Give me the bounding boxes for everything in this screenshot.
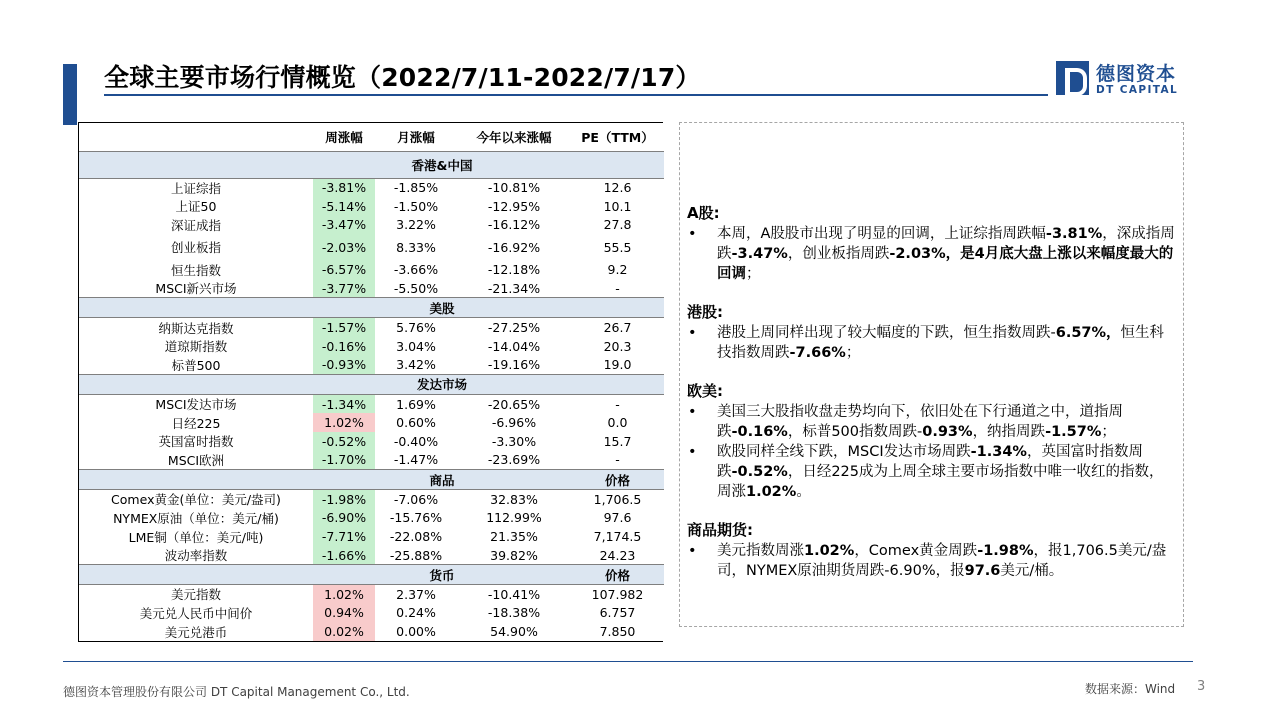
commentary-segment: 6.57%， bbox=[1055, 325, 1121, 341]
commentary-segment: 美元指数周涨 bbox=[717, 543, 804, 559]
section-blank bbox=[79, 565, 313, 585]
footer-company: 德图资本管理股份有限公司 DT Capital Management Co., Ltd. bbox=[63, 685, 410, 699]
row-name: NYMEX原油（单位：美元/桶) bbox=[113, 510, 279, 526]
row-week-change: -6.90% bbox=[313, 508, 375, 527]
row-ytd-change: 112.99% bbox=[486, 510, 542, 526]
row-name: 创业板指 bbox=[170, 240, 221, 256]
commentary-segment: -7.66% bbox=[789, 345, 846, 361]
table-row bbox=[79, 279, 664, 298]
section-col4-label: 价格 bbox=[571, 470, 664, 490]
row-pe-price: 27.8 bbox=[603, 217, 632, 233]
row-month-change: -1.47% bbox=[393, 452, 439, 468]
row-month-change: 3.04% bbox=[396, 338, 436, 354]
table-row bbox=[79, 234, 664, 260]
row-pe-price: 55.5 bbox=[603, 239, 632, 255]
row-name: 美元指数 bbox=[170, 587, 221, 603]
commentary-segment: -0.52% bbox=[731, 464, 788, 480]
table-row bbox=[79, 260, 664, 279]
row-pe-price: 7.850 bbox=[599, 624, 636, 640]
row-week-change: -0.16% bbox=[313, 337, 375, 356]
company-logo bbox=[1056, 61, 1180, 97]
row-name: 道琼斯指数 bbox=[164, 339, 228, 355]
row-ytd-change: -16.12% bbox=[487, 217, 541, 233]
commentary-segment: 美国三大股指收盘走势均向下，依旧处在下行通道之中，道指周跌 bbox=[717, 404, 1123, 440]
row-month-change: -1.85% bbox=[393, 180, 439, 196]
section-label: 香港&中国 bbox=[313, 151, 571, 178]
title-divider bbox=[104, 94, 1048, 96]
title-accent-bar bbox=[63, 64, 77, 125]
commentary-heading: 港股: bbox=[687, 303, 723, 321]
table-row bbox=[79, 413, 664, 432]
row-week-change: -5.14% bbox=[313, 197, 375, 216]
row-name: 波动率指数 bbox=[164, 548, 228, 564]
row-ytd-change: -20.65% bbox=[487, 396, 541, 412]
table-row bbox=[79, 585, 664, 604]
row-pe-price: 107.982 bbox=[591, 586, 644, 602]
table-row bbox=[79, 490, 664, 509]
row-week-change: -3.81% bbox=[313, 178, 375, 197]
section-header-row bbox=[79, 151, 664, 178]
commentary-segment: ； bbox=[746, 266, 761, 282]
row-week-change: 1.02% bbox=[313, 585, 375, 604]
row-ytd-change: 54.90% bbox=[490, 624, 538, 640]
row-pe-price: 9.2 bbox=[607, 262, 628, 278]
table-row bbox=[79, 216, 664, 235]
row-month-change: -5.50% bbox=[393, 280, 439, 296]
row-month-change: 3.22% bbox=[396, 217, 436, 233]
section-header-row bbox=[79, 374, 664, 394]
row-week-change: -3.77% bbox=[313, 279, 375, 298]
table-row bbox=[79, 178, 664, 197]
commentary-group bbox=[687, 302, 1177, 363]
section-blank bbox=[79, 151, 313, 178]
page-number: 3 bbox=[1197, 679, 1206, 694]
row-month-change: -22.08% bbox=[389, 529, 443, 545]
row-pe-price: 10.1 bbox=[603, 198, 632, 214]
commentary-segment: ，纳指周跌 bbox=[972, 424, 1046, 440]
row-month-change: -15.76% bbox=[389, 510, 443, 526]
section-header-row bbox=[79, 470, 664, 490]
footer-divider bbox=[63, 661, 1193, 662]
header-pe: PE（TTM） bbox=[581, 129, 654, 145]
table-row bbox=[79, 197, 664, 216]
row-pe-price: - bbox=[615, 396, 620, 412]
commentary-group bbox=[687, 203, 1177, 284]
commentary-segment: 恒生科技指数周跌 bbox=[717, 325, 1165, 361]
row-month-change: 0.00% bbox=[396, 624, 436, 640]
row-ytd-change: 32.83% bbox=[490, 491, 538, 507]
commentary-segment: 美元/桶。 bbox=[1000, 563, 1064, 579]
row-month-change: -7.06% bbox=[393, 491, 439, 507]
section-label: 发达市场 bbox=[313, 374, 571, 394]
row-name: 深证成指 bbox=[170, 217, 221, 233]
section-col4-label bbox=[571, 298, 664, 318]
row-ytd-change: -27.25% bbox=[487, 320, 541, 336]
row-month-change: 8.33% bbox=[396, 239, 436, 255]
section-label: 商品 bbox=[313, 470, 571, 490]
row-week-change: -6.57% bbox=[313, 260, 375, 279]
table-row bbox=[79, 527, 664, 546]
commentary-segment: 97.6 bbox=[964, 563, 1001, 579]
row-pe-price: - bbox=[615, 280, 620, 296]
table-row bbox=[79, 622, 664, 641]
row-ytd-change: -6.96% bbox=[491, 415, 537, 431]
commentary-segment: ，创业板指周跌 bbox=[787, 246, 890, 262]
section-col4-label bbox=[571, 374, 664, 394]
row-ytd-change: -3.30% bbox=[491, 433, 537, 449]
row-month-change: 1.69% bbox=[396, 396, 436, 412]
row-pe-price: 97.6 bbox=[603, 510, 632, 526]
row-week-change: 1.02% bbox=[313, 413, 375, 432]
commentary-segment: -3.47% bbox=[731, 246, 788, 262]
table-row bbox=[79, 394, 664, 413]
commentary-bullet bbox=[687, 323, 1177, 363]
row-pe-price: 20.3 bbox=[603, 338, 632, 354]
row-month-change: 3.42% bbox=[396, 357, 436, 373]
row-week-change: -0.52% bbox=[313, 432, 375, 451]
commentary-heading: A股: bbox=[687, 204, 720, 222]
footer-source: 数据来源：Wind bbox=[1085, 682, 1176, 696]
commentary-heading: 商品期货: bbox=[687, 521, 753, 539]
commentary-text bbox=[687, 203, 1177, 599]
commentary-segment: ，标普500指数周跌- bbox=[787, 424, 923, 440]
table-row bbox=[79, 604, 664, 623]
row-ytd-change: 21.35% bbox=[490, 529, 538, 545]
section-col4-label bbox=[571, 151, 664, 178]
header-week: 周涨幅 bbox=[325, 129, 363, 145]
row-ytd-change: -12.95% bbox=[487, 198, 541, 214]
row-month-change: 0.60% bbox=[396, 415, 436, 431]
commentary-segment: 港股上周同样出现了较大幅度的下跌，恒生指数周跌- bbox=[717, 325, 1056, 341]
row-week-change: 0.02% bbox=[313, 622, 375, 641]
row-ytd-change: -18.38% bbox=[487, 605, 541, 621]
commentary-segment: ； bbox=[845, 345, 861, 361]
commentary-segment: ，报1,706.5美元/盎司，NYMEX原油期货周跌-6.90%，报 bbox=[717, 543, 1167, 579]
market-table-container bbox=[78, 122, 663, 642]
commentary-segment: -1.57% bbox=[1045, 424, 1102, 440]
row-ytd-change: -16.92% bbox=[487, 239, 541, 255]
section-label: 货币 bbox=[313, 565, 571, 585]
commentary-segment: 是4月底大盘上涨以来幅度最大的回调 bbox=[717, 246, 1174, 282]
table-row bbox=[79, 356, 664, 375]
section-blank bbox=[79, 298, 313, 318]
row-ytd-change: 39.82% bbox=[490, 547, 538, 563]
table-row bbox=[79, 432, 664, 451]
row-name: 上证综指 bbox=[170, 180, 221, 196]
row-name: 上证50 bbox=[175, 199, 217, 215]
row-ytd-change: -12.18% bbox=[487, 262, 541, 278]
row-name: LME铜（单位：美元/吨) bbox=[128, 529, 264, 545]
row-month-change: -3.66% bbox=[393, 262, 439, 278]
row-name: 恒生指数 bbox=[170, 262, 221, 278]
row-ytd-change: -14.04% bbox=[487, 338, 541, 354]
row-week-change: -1.70% bbox=[313, 451, 375, 470]
commentary-segment: ，英国富时指数周跌 bbox=[717, 444, 1143, 480]
commentary-segment: 欧股同样全线下跌，MSCI发达市场周跌 bbox=[717, 444, 971, 460]
table-row bbox=[79, 451, 664, 470]
header-ytd: 今年以来涨幅 bbox=[476, 129, 552, 145]
commentary-heading: 欧美: bbox=[687, 382, 723, 400]
row-pe-price: - bbox=[615, 452, 620, 468]
row-month-change: 5.76% bbox=[396, 320, 436, 336]
row-week-change: -1.98% bbox=[313, 490, 375, 509]
commentary-segment: 本周，A股股市出现了明显的回调，上证综指周跌幅 bbox=[717, 226, 1046, 242]
row-name: Comex黄金(单位：美元/盎司) bbox=[111, 492, 281, 508]
row-week-change: -1.34% bbox=[313, 394, 375, 413]
table-body bbox=[79, 151, 664, 641]
row-name: 美元兑人民币中间价 bbox=[139, 605, 253, 621]
row-pe-price: 15.7 bbox=[603, 433, 632, 449]
commentary-group bbox=[687, 520, 1177, 581]
commentary-bullet bbox=[687, 442, 1177, 502]
commentary-segment: ； bbox=[1101, 424, 1116, 440]
row-ytd-change: -21.34% bbox=[487, 280, 541, 296]
row-week-change: 0.94% bbox=[313, 604, 375, 623]
commentary-group bbox=[687, 381, 1177, 502]
row-pe-price: 26.7 bbox=[603, 320, 632, 336]
logo-chinese-name: 德图资本 bbox=[1096, 63, 1177, 85]
row-pe-price: 7,174.5 bbox=[593, 529, 642, 545]
row-week-change: -2.03% bbox=[313, 234, 375, 260]
commentary-segment: 0.93% bbox=[922, 424, 973, 440]
commentary-segment: -3.81% bbox=[1045, 226, 1103, 242]
logo-english-name: DT CAPITAL bbox=[1096, 84, 1179, 96]
row-month-change: 0.24% bbox=[396, 605, 436, 621]
row-week-change: -7.71% bbox=[313, 527, 375, 546]
commentary-segment: -2.03%， bbox=[889, 246, 961, 262]
row-week-change: -1.57% bbox=[313, 318, 375, 337]
row-pe-price: 24.23 bbox=[599, 547, 636, 563]
row-week-change: -0.93% bbox=[313, 356, 375, 375]
commentary-segment: -0.16% bbox=[731, 424, 788, 440]
commentary-segment: -1.34% bbox=[970, 444, 1027, 460]
section-blank bbox=[79, 470, 313, 490]
table-row bbox=[79, 508, 664, 527]
row-pe-price: 6.757 bbox=[599, 605, 636, 621]
row-name: 纳斯达克指数 bbox=[158, 320, 234, 336]
table-row bbox=[79, 546, 664, 565]
row-name: 日经225 bbox=[171, 415, 221, 431]
row-name: MSCI发达市场 bbox=[155, 397, 237, 413]
row-month-change: -1.50% bbox=[393, 198, 439, 214]
row-pe-price: 0.0 bbox=[607, 415, 628, 431]
row-name: 美元兑港币 bbox=[164, 624, 228, 640]
header-month: 月涨幅 bbox=[397, 129, 435, 145]
commentary-segment: 。 bbox=[796, 484, 811, 500]
row-name: 英国富时指数 bbox=[158, 434, 234, 450]
row-month-change: -25.88% bbox=[389, 547, 443, 563]
commentary-segment: 1.02% bbox=[804, 543, 855, 559]
row-week-change: -3.47% bbox=[313, 216, 375, 235]
commentary-segment: 1.02% bbox=[746, 484, 797, 500]
row-pe-price: 1,706.5 bbox=[593, 491, 642, 507]
section-label: 美股 bbox=[313, 298, 571, 318]
table-row bbox=[79, 337, 664, 356]
row-pe-price: 12.6 bbox=[603, 180, 632, 196]
row-week-change: -1.66% bbox=[313, 546, 375, 565]
section-blank bbox=[79, 374, 313, 394]
table-row bbox=[79, 318, 664, 337]
header-name bbox=[79, 123, 313, 151]
commentary-segment: ，深成指周跌 bbox=[717, 226, 1175, 262]
row-ytd-change: -10.81% bbox=[487, 180, 541, 196]
section-col4-label: 价格 bbox=[571, 565, 664, 585]
commentary-bullet bbox=[687, 541, 1177, 581]
row-name: 标普500 bbox=[171, 357, 221, 373]
commentary-bullet bbox=[687, 224, 1177, 284]
commentary-segment: ，日经225成为上周全球主要市场指数中唯一收红的指数，周涨 bbox=[717, 464, 1164, 500]
row-pe-price: 19.0 bbox=[603, 357, 632, 373]
section-header-row bbox=[79, 565, 664, 585]
row-month-change: -0.40% bbox=[393, 433, 439, 449]
row-month-change: 2.37% bbox=[396, 586, 436, 602]
commentary-segment: ，Comex黄金周跌 bbox=[854, 543, 978, 559]
row-ytd-change: -19.16% bbox=[487, 357, 541, 373]
row-name: MSCI新兴市场 bbox=[155, 281, 237, 297]
section-header-row bbox=[79, 298, 664, 318]
commentary-bullet bbox=[687, 402, 1177, 442]
row-ytd-change: -10.41% bbox=[487, 586, 541, 602]
logo-d-icon bbox=[1056, 61, 1089, 95]
row-name: MSCI欧洲 bbox=[167, 452, 225, 468]
table-header-row bbox=[79, 123, 664, 151]
row-ytd-change: -23.69% bbox=[487, 452, 541, 468]
commentary-segment: -1.98% bbox=[977, 543, 1034, 559]
market-table bbox=[79, 123, 664, 641]
page-title: 全球主要市场行情概览（2022/7/11-2022/7/17） bbox=[104, 63, 701, 92]
